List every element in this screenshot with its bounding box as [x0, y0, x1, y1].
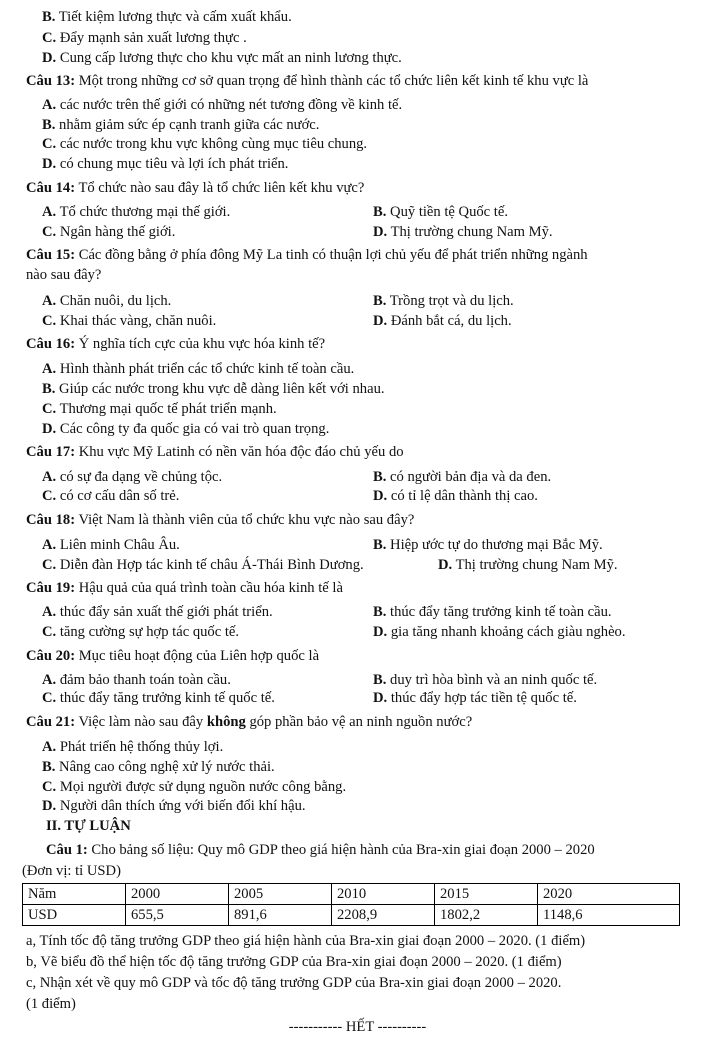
- essay-part-b: b, Vẽ biểu đồ thể hiện tốc độ tăng trưởng GDP của Bra-xin giai đoạn 2000 – 2020. (1 điểm): [26, 954, 562, 970]
- option-letter: C.: [42, 30, 57, 46]
- option-text: Liên minh Châu Âu.: [56, 537, 180, 553]
- emphasis-text: không: [206, 714, 246, 730]
- option-text: có cơ cấu dân số trẻ.: [56, 488, 180, 504]
- question-text: Hậu quả của quá trình toàn cầu hóa kinh tế là: [75, 580, 343, 596]
- option-text: có chung mục tiêu và lợi ích phát triển.: [56, 156, 289, 172]
- essay-part-a: a, Tính tốc độ tăng trưởng GDP theo giá hiện hành của Bra-xin giai đoạn 2000 – 2020. (1 điểm): [26, 933, 586, 949]
- table-header-row: [23, 884, 680, 905]
- option-letter: A.: [42, 469, 57, 485]
- option-text: Cung cấp lương thực cho khu vực mất an ninh lương thực.: [56, 50, 402, 66]
- section-heading: II. TỰ LUẬN: [46, 818, 131, 834]
- option-text: Thị trường chung Nam Mỹ.: [452, 557, 618, 573]
- table-cell: 655,5: [126, 905, 229, 926]
- question-label: Câu 18:: [26, 512, 76, 528]
- question-text: góp phần bảo vệ an ninh nguồn nước?: [245, 714, 473, 730]
- option-text: gia tăng nhanh khoảng cách giàu nghèo.: [387, 624, 626, 640]
- option-text: Người dân thích ứng với biến đổi khí hậu.: [56, 798, 306, 814]
- table-cell: USD: [23, 905, 126, 926]
- table-cell: 2000: [126, 884, 229, 905]
- option-letter: C.: [42, 557, 57, 573]
- option-letter: A.: [42, 739, 57, 755]
- q19-option-b: [373, 603, 612, 621]
- option-text: Phát triển hệ thống thủy lợi.: [56, 739, 224, 755]
- option-text: Hiệp ước tự do thương mại Bắc Mỹ.: [386, 537, 603, 553]
- option-text: các nước trong khu vực không cùng mục tiêu chung.: [56, 136, 368, 152]
- option-letter: C.: [42, 401, 57, 417]
- q18-option-b: [373, 536, 603, 554]
- table-cell: 2015: [435, 884, 538, 905]
- option-letter: B.: [373, 293, 387, 309]
- option-letter: B.: [373, 204, 387, 220]
- end-marker: ----------- HẾT ----------: [288, 1019, 427, 1035]
- table-cell: 2005: [229, 884, 332, 905]
- option-text: Mọi người được sử dụng nguồn nước công bằng.: [56, 779, 347, 795]
- option-letter: B.: [42, 9, 56, 25]
- q14-option-a: [42, 203, 230, 221]
- question-text: Khu vực Mỹ Latinh có nền văn hóa độc đáo chủ yếu do: [75, 444, 404, 460]
- option-text: Tổ chức thương mại thế giới.: [56, 204, 231, 220]
- table-cell: Năm: [23, 884, 126, 905]
- option-text: Các công ty đa quốc gia có vai trò quan trọng.: [56, 421, 330, 437]
- question-text: nào sau đây?: [26, 267, 102, 283]
- table-cell: 2020: [538, 884, 680, 905]
- option-letter: D.: [373, 488, 388, 504]
- q20-option-b: [373, 671, 597, 689]
- option-letter: A.: [42, 361, 57, 377]
- q12-option-b: [42, 8, 292, 26]
- option-letter: D.: [42, 798, 57, 814]
- question-label: Câu 15:: [26, 247, 76, 263]
- option-letter: D.: [42, 50, 57, 66]
- table-cell: 891,6: [229, 905, 332, 926]
- option-letter: B.: [42, 759, 56, 775]
- q13-stem: [26, 72, 588, 90]
- option-letter: B.: [373, 672, 387, 688]
- q21-option-d: [42, 797, 306, 815]
- option-text: thúc đẩy tăng trưởng kinh tế toàn cầu.: [386, 604, 612, 620]
- option-letter: B.: [42, 381, 56, 397]
- q21-stem: [26, 713, 472, 731]
- q15-option-d: [373, 312, 512, 330]
- option-text: có người bản địa và da đen.: [386, 469, 552, 485]
- option-letter: D.: [373, 624, 388, 640]
- q20-stem: [26, 647, 319, 665]
- q16-option-a: [42, 360, 354, 378]
- q13-option-d: [42, 155, 288, 173]
- option-letter: C.: [42, 136, 57, 152]
- table-cell: 2208,9: [332, 905, 435, 926]
- option-letter: C.: [42, 779, 57, 795]
- q14-option-d: [373, 223, 553, 241]
- q18-option-c: [42, 556, 364, 574]
- q18-stem: [26, 511, 414, 529]
- option-letter: A.: [42, 204, 57, 220]
- option-text: Tiết kiệm lương thực và cấm xuất khẩu.: [55, 9, 292, 25]
- q12-option-c: [42, 29, 247, 47]
- q17-stem: [26, 443, 404, 461]
- essay-part-c: c, Nhận xét về quy mô GDP và tốc độ tăng trưởng GDP của Bra-xin giai đoạn 2000 – 2020.: [26, 975, 562, 991]
- table-row: [23, 905, 680, 926]
- option-text: Giúp các nước trong khu vực dễ dàng liên kết với nhau.: [55, 381, 385, 397]
- q20-option-c: [42, 689, 275, 707]
- q19-option-c: [42, 623, 239, 641]
- option-text: thúc đẩy hợp tác tiền tệ quốc tế.: [387, 690, 577, 706]
- option-letter: A.: [42, 293, 57, 309]
- table-cell: 1148,6: [538, 905, 680, 926]
- q16-option-d: [42, 420, 329, 438]
- question-text: Một trong những cơ sở quan trọng để hình thành các tổ chức liên kết kinh tế khu vực là: [75, 73, 589, 89]
- essay-part-c-points: (1 điểm): [26, 996, 76, 1012]
- q13-option-c: [42, 135, 367, 153]
- table-cell: 1802,2: [435, 905, 538, 926]
- question-label: Câu 20:: [26, 648, 76, 664]
- question-text: Ý nghĩa tích cực của khu vực hóa kinh tế?: [75, 336, 326, 352]
- option-letter: D.: [373, 224, 388, 240]
- option-text: Thị trường chung Nam Mỹ.: [387, 224, 553, 240]
- option-text: duy trì hòa bình và an ninh quốc tế.: [386, 672, 598, 688]
- option-letter: A.: [42, 537, 57, 553]
- q16-option-b: [42, 380, 385, 398]
- q12-option-d: [42, 49, 402, 67]
- q16-option-c: [42, 400, 277, 418]
- q14-option-b: [373, 203, 508, 221]
- option-letter: D.: [373, 313, 388, 329]
- option-text: Khai thác vàng, chăn nuôi.: [56, 313, 217, 329]
- q15-stem-cont: [26, 266, 101, 284]
- option-text: Thương mại quốc tế phát triển mạnh.: [56, 401, 277, 417]
- option-text: tăng cường sự hợp tác quốc tế.: [56, 624, 240, 640]
- option-letter: C.: [42, 624, 57, 640]
- q21-option-b: [42, 758, 275, 776]
- q17-option-a: [42, 468, 222, 486]
- question-label: Câu 14:: [26, 180, 76, 196]
- option-text: các nước trên thế giới có những nét tương đồng về kinh tế.: [56, 97, 403, 113]
- unit-note: (Đơn vị: tỉ USD): [22, 863, 121, 879]
- option-text: thúc đẩy tăng trưởng kinh tế quốc tế.: [56, 690, 275, 706]
- option-letter: A.: [42, 97, 57, 113]
- option-letter: B.: [373, 537, 387, 553]
- q19-option-a: [42, 603, 273, 621]
- essay-question-1: [46, 841, 595, 859]
- question-label: Câu 1:: [46, 842, 88, 858]
- question-text: Mục tiêu hoạt động của Liên hợp quốc là: [75, 648, 320, 664]
- q17-option-d: [373, 487, 538, 505]
- option-letter: B.: [373, 469, 387, 485]
- option-text: Đẩy mạnh sản xuất lương thực .: [56, 30, 247, 46]
- option-text: đảm bảo thanh toán toàn cầu.: [56, 672, 231, 688]
- option-letter: C.: [42, 313, 57, 329]
- q15-option-b: [373, 292, 514, 310]
- q17-option-c: [42, 487, 179, 505]
- option-text: Quỹ tiền tệ Quốc tế.: [386, 204, 508, 220]
- option-text: thúc đẩy sản xuất thế giới phát triển.: [56, 604, 273, 620]
- option-text: Nâng cao công nghệ xử lý nước thải.: [55, 759, 275, 775]
- q15-stem: [26, 246, 588, 264]
- q19-stem: [26, 579, 343, 597]
- question-label: Câu 21:: [26, 714, 76, 730]
- question-text: Các đồng bằng ở phía đông Mỹ La tinh có thuận lợi chủ yếu để phát triển những ngành: [75, 247, 588, 263]
- q14-option-c: [42, 223, 175, 241]
- question-text: Việt Nam là thành viên của tổ chức khu vực nào sau đây?: [75, 512, 415, 528]
- option-text: Diễn đàn Hợp tác kinh tế châu Á-Thái Bình Dương.: [56, 557, 364, 573]
- question-label: Câu 16:: [26, 336, 76, 352]
- q15-option-c: [42, 312, 216, 330]
- option-letter: A.: [42, 604, 57, 620]
- q20-option-a: [42, 671, 231, 689]
- q13-option-b: [42, 116, 319, 134]
- option-text: có sự đa dạng về chủng tộc.: [56, 469, 223, 485]
- option-letter: D.: [438, 557, 453, 573]
- option-text: Ngân hàng thế giới.: [56, 224, 176, 240]
- q18-option-d: [438, 556, 618, 574]
- option-letter: D.: [373, 690, 388, 706]
- question-label: Câu 19:: [26, 580, 76, 596]
- option-letter: D.: [42, 156, 57, 172]
- option-letter: A.: [42, 672, 57, 688]
- q21-option-a: [42, 738, 223, 756]
- q17-option-b: [373, 468, 551, 486]
- question-label: Câu 13:: [26, 73, 76, 89]
- option-letter: B.: [373, 604, 387, 620]
- option-letter: C.: [42, 224, 57, 240]
- q20-option-d: [373, 689, 577, 707]
- option-text: nhằm giảm sức ép cạnh tranh giữa các nước.: [55, 117, 320, 133]
- question-text: Tổ chức nào sau đây là tổ chức liên kết khu vực?: [75, 180, 365, 196]
- gdp-table: [22, 883, 680, 926]
- question-text: Việc làm nào sau đây: [75, 714, 207, 730]
- q14-stem: [26, 179, 364, 197]
- q18-option-a: [42, 536, 180, 554]
- option-text: có tỉ lệ dân thành thị cao.: [387, 488, 538, 504]
- q16-stem: [26, 335, 325, 353]
- question-label: Câu 17:: [26, 444, 76, 460]
- option-text: Đánh bắt cá, du lịch.: [387, 313, 512, 329]
- option-letter: C.: [42, 488, 57, 504]
- option-text: Chăn nuôi, du lịch.: [56, 293, 172, 309]
- q21-option-c: [42, 778, 346, 796]
- option-text: Hình thành phát triển các tổ chức kinh tế toàn cầu.: [56, 361, 355, 377]
- option-text: Trồng trọt và du lịch.: [386, 293, 514, 309]
- q15-option-a: [42, 292, 171, 310]
- table-cell: 2010: [332, 884, 435, 905]
- question-text: Cho bảng số liệu: Quy mô GDP theo giá hiện hành của Bra-xin giai đoạn 2000 – 2020: [87, 842, 595, 858]
- option-letter: D.: [42, 421, 57, 437]
- option-letter: C.: [42, 690, 57, 706]
- q13-option-a: [42, 96, 402, 114]
- option-letter: B.: [42, 117, 56, 133]
- q19-option-d: [373, 623, 626, 641]
